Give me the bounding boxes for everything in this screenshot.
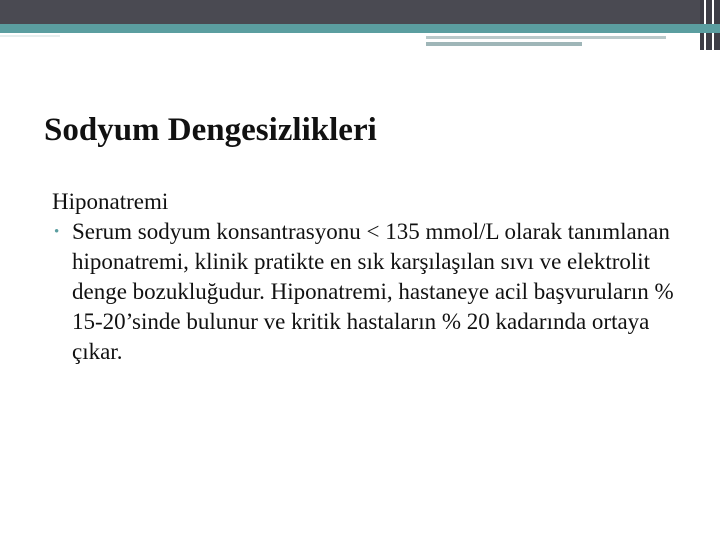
bullet-icon: •: [54, 224, 60, 240]
header-accent-line: [426, 42, 582, 46]
bullet-text: Serum sodyum konsantrasyonu < 135 mmol/L olarak tanımlanan hiponatremi, klinik pratikte en sık karşılaşılan sıvı ve elektrolit denge bozukluğudur. Hiponatremi, hastaneye acil başvuruların % 15-20’sinde bulunur ve kritik hastaların % 20 kadarında ortaya çıkar.: [72, 219, 674, 364]
header-teal-band-corner: [700, 24, 720, 33]
header-dark-band: [0, 0, 700, 24]
header-accent-line: [0, 35, 60, 37]
header-teal-band: [0, 24, 700, 33]
section-heading: Hiponatremi: [52, 189, 169, 214]
bullet-item: [52, 217, 692, 367]
header-accent-line: [426, 36, 666, 39]
slide-title: Sodyum Dengesizlikleri: [44, 112, 377, 148]
slide-body: [52, 187, 692, 367]
